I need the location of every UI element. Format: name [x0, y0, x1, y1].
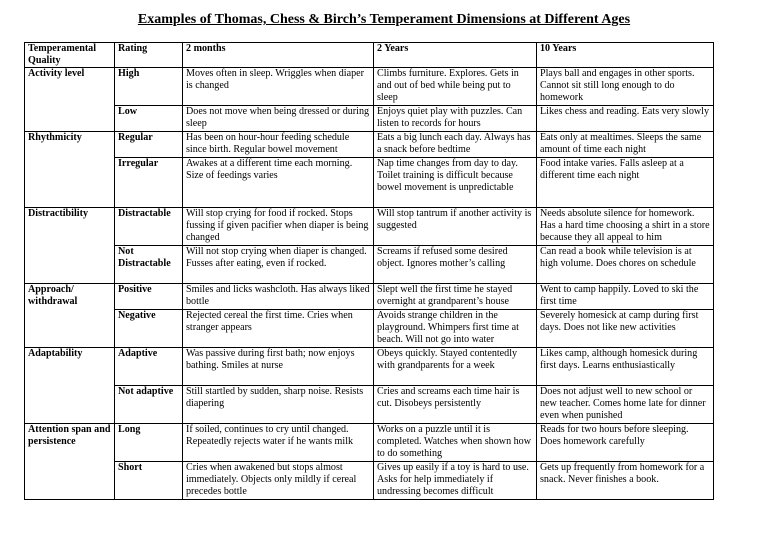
table-row — [25, 462, 714, 500]
rating-cell: Low — [115, 106, 183, 132]
page-title: Examples of Thomas, Chess & Birch’s Temperament Dimensions at Different Ages — [137, 12, 631, 27]
rating-cell: Long — [115, 424, 183, 462]
quality-cell: Approach/ withdrawal — [25, 284, 115, 348]
rating-cell: High — [115, 68, 183, 106]
ten-years-cell: Reads for two hours before sleeping. Does homework carefully — [537, 424, 714, 462]
two-months-cell: Rejected cereal the first time. Cries when stranger appears — [183, 310, 374, 348]
two-months-cell: Was passive during first bath; now enjoys bathing. Smiles at nurse — [183, 348, 374, 386]
two-months-cell: Will stop crying for food if rocked. Stops fussing if given pacifier when diaper is being changed — [183, 208, 374, 246]
temperament-table — [24, 42, 714, 500]
quality-cell: Distractibility — [25, 208, 115, 284]
table-row — [25, 386, 714, 424]
ten-years-cell: Can read a book while television is at high volume. Does chores on schedule — [537, 246, 714, 284]
two-years-cell: Works on a puzzle until it is completed. Watches when shown how to do something — [374, 424, 537, 462]
ten-years-cell: Likes camp, although homesick during first days. Learns enthusiastically — [537, 348, 714, 386]
two-months-cell: Still startled by sudden, sharp noise. Resists diapering — [183, 386, 374, 424]
table-row — [25, 284, 714, 310]
two-years-cell: Slept well the first time he stayed overnight at grandparent’s house — [374, 284, 537, 310]
table-row — [25, 310, 714, 348]
table-row — [25, 208, 714, 246]
two-months-cell: If soiled, continues to cry until changed. Repeatedly rejects water if he wants milk — [183, 424, 374, 462]
two-years-cell: Avoids strange children in the playground. Whimpers first time at beach. Will not go into water — [374, 310, 537, 348]
table-row — [25, 68, 714, 106]
two-months-cell: Has been on hour-hour feeding schedule since birth. Regular bowel movement — [183, 132, 374, 158]
quality-cell: Rhythmicity — [25, 132, 115, 208]
two-years-cell: Obeys quickly. Stayed contentedly with grandparents for a week — [374, 348, 537, 386]
header-row — [25, 43, 714, 68]
two-years-cell: Screams if refused some desired object. Ignores mother’s calling — [374, 246, 537, 284]
header-2-years: 2 Years — [374, 43, 537, 68]
two-months-cell: Awakes at a different time each morning. Size of feedings varies — [183, 158, 374, 208]
quality-cell: Activity level — [25, 68, 115, 132]
two-months-cell: Cries when awakened but stops almost immediately. Objects only mildly if cereal precedes bottle — [183, 462, 374, 500]
header-2-months: 2 months — [183, 43, 374, 68]
ten-years-cell: Food intake varies. Falls asleep at a different time each night — [537, 158, 714, 208]
quality-cell: Attention span and persistence — [25, 424, 115, 500]
two-months-cell: Does not move when being dressed or during sleep — [183, 106, 374, 132]
rating-cell: Not Distractable — [115, 246, 183, 284]
table-row — [25, 106, 714, 132]
ten-years-cell: Likes chess and reading. Eats very slowly — [537, 106, 714, 132]
table-row — [25, 158, 714, 208]
two-years-cell: Cries and screams each time hair is cut. Disobeys persistently — [374, 386, 537, 424]
header-quality: Temperamental Quality — [25, 43, 115, 68]
two-years-cell: Climbs furniture. Explores. Gets in and out of bed while being put to sleep — [374, 68, 537, 106]
two-months-cell: Smiles and licks washcloth. Has always liked bottle — [183, 284, 374, 310]
ten-years-cell: Does not adjust well to new school or new teacher. Comes home late for dinner even when punished — [537, 386, 714, 424]
rating-cell: Positive — [115, 284, 183, 310]
ten-years-cell: Needs absolute silence for homework. Has a hard time choosing a shirt in a store because they all appeal to him — [537, 208, 714, 246]
quality-cell: Adaptability — [25, 348, 115, 424]
two-years-cell: Eats a big lunch each day. Always has a snack before bedtime — [374, 132, 537, 158]
ten-years-cell: Plays ball and engages in other sports. Cannot sit still long enough to do homework — [537, 68, 714, 106]
table-row — [25, 246, 714, 284]
rating-cell: Regular — [115, 132, 183, 158]
table-row — [25, 132, 714, 158]
header-rating: Rating — [115, 43, 183, 68]
rating-cell: Irregular — [115, 158, 183, 208]
two-years-cell: Gives up easily if a toy is hard to use. Asks for help immediately if undressing becomes difficult — [374, 462, 537, 500]
two-months-cell: Will not stop crying when diaper is changed. Fusses after eating, even if rocked. — [183, 246, 374, 284]
rating-cell: Negative — [115, 310, 183, 348]
rating-cell: Not adaptive — [115, 386, 183, 424]
ten-years-cell: Severely homesick at camp during first days. Does not like new activities — [537, 310, 714, 348]
ten-years-cell: Went to camp happily. Loved to ski the first time — [537, 284, 714, 310]
two-years-cell: Will stop tantrum if another activity is suggested — [374, 208, 537, 246]
table-row — [25, 348, 714, 386]
two-months-cell: Moves often in sleep. Wriggles when diaper is changed — [183, 68, 374, 106]
rating-cell: Adaptive — [115, 348, 183, 386]
rating-cell: Short — [115, 462, 183, 500]
ten-years-cell: Gets up frequently from homework for a snack. Never finishes a book. — [537, 462, 714, 500]
table-row — [25, 424, 714, 462]
two-years-cell: Enjoys quiet play with puzzles. Can listen to records for hours — [374, 106, 537, 132]
ten-years-cell: Eats only at mealtimes. Sleeps the same amount of time each night — [537, 132, 714, 158]
rating-cell: Distractable — [115, 208, 183, 246]
two-years-cell: Nap time changes from day to day. Toilet training is difficult because bowel movement is unpredictable — [374, 158, 537, 208]
header-10-years: 10 Years — [537, 43, 714, 68]
